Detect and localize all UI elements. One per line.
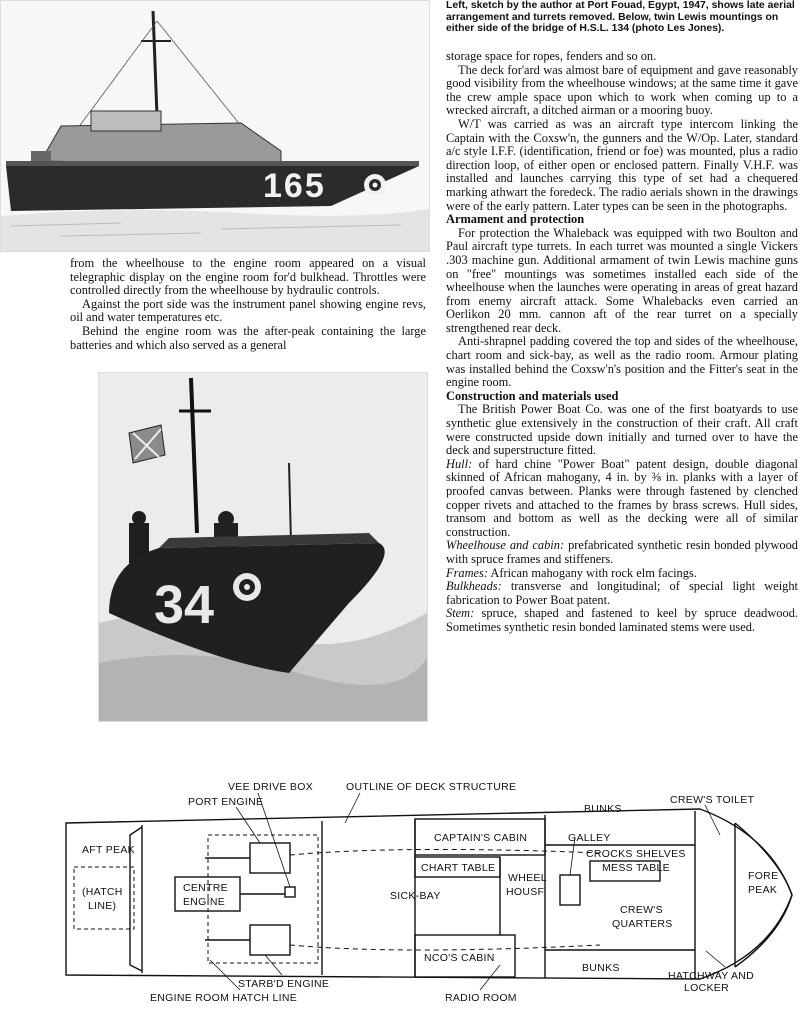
- paragraph: Anti-shrapnel padding covered the top and sides of the wheelhouse, chart room and sick-bay, as well as the radio room. Armour plating was installed behind the Coxsw'n's position and the Fitter's seat in the engine room.: [446, 334, 798, 390]
- label-mess-table: MESS TABLE: [602, 862, 670, 874]
- label-captains-cabin: CAPTAIN'S CABIN: [434, 832, 528, 844]
- paragraph: from the wheelhouse to the engine room appeared on a visual telegraphic display on the engine room for'd bulkhead. Throttles were controlled directly from the wheelhouse by hydraulic controls.: [70, 256, 426, 298]
- definition-text: transverse and longitudinal; of special light weight fabrication to Power Boat patent.: [446, 579, 798, 607]
- launch-sketch: [0, 0, 430, 252]
- definition-text: African mahogany with rock elm facings.: [490, 565, 697, 580]
- label-chart-table: CHART TABLE: [421, 862, 496, 874]
- label-crews-toilet: CREW'S TOILET: [670, 794, 755, 806]
- paragraph: Against the port side was the instrument panel showing engine revs, oil and water temperatures etc.: [70, 296, 426, 325]
- paragraph: The deck for'ard was almost bare of equipment and gave reasonably good visibility from the wheelhouse windows; at the same time it gave the crew ample space upon which to work when coming up to a wrecked aircraft, a ditched airman or a mooring buoy.: [446, 62, 798, 118]
- label-peak: PEAK: [748, 884, 778, 896]
- label-outline-deck-structure: OUTLINE OF DECK STRUCTURE: [346, 781, 517, 793]
- launch-sketch-drawing: [1, 1, 429, 251]
- paragraph: The British Power Boat Co. was one of the first boatyards to use synthetic glue extensively in the construction of their craft. All craft were constructed upside down initially and turned over to have the deck and superstructure fitted.: [446, 402, 798, 458]
- label-crews: CREW'S: [620, 904, 663, 916]
- label-ncos-cabin: NCO'S CABIN: [424, 952, 495, 964]
- label-locker: LOCKER: [684, 982, 729, 994]
- paragraph: storage space for ropes, fenders and so on.: [446, 49, 657, 63]
- label-galley: GALLEY: [568, 832, 611, 844]
- label-vee-drive-box: VEE DRIVE BOX: [228, 781, 314, 793]
- label-aft-peak: AFT PEAK: [82, 844, 135, 856]
- photo-hull-number: 34: [154, 575, 215, 635]
- right-column-text: [446, 50, 798, 635]
- launch-photo-image: [99, 373, 427, 721]
- paragraph: W/T was carried as was an aircraft type intercom linking the Captain with the Coxsw'n, the gunners and the W/Op. Later, standard a/c style I.F.F. (identification, friend or foe) was mounted, plus a radio direction loop, of either open or enclosed pattern. Finally V.H.F. was installed and launches carrying this type of set had a chequered marking athwart the foredeck. The radio aerials shown in the drawings were of the early pattern. Later types can be seen in the photographs.: [446, 116, 798, 213]
- definition-stem: [446, 607, 798, 634]
- paragraph: For protection the Whaleback was equipped with two Boulton and Paul aircraft type turrets. In each turret was mounted a single Vickers .303 machine gun. Additional armament of twin Lewis machine guns on "free" mountings was sometimes installed each side of the wheelhouse when the launches were operating in areas of great hazard from enemy aircraft attack. Some Whalebacks even carried an Oerlikon 20 mm. cannon aft of the rear turret on a specially strengthened rear deck.: [446, 225, 798, 335]
- definition-bulkheads: [446, 580, 798, 607]
- label-wheel: WHEEL: [508, 872, 547, 884]
- label-fore: FORE: [748, 870, 779, 882]
- label-sick-bay: SICK-BAY: [390, 890, 441, 902]
- label-quarters: QUARTERS: [612, 918, 673, 930]
- deck-plan: [0, 775, 800, 1010]
- definition-term: Hull:: [446, 456, 473, 471]
- definition-hull: [446, 458, 798, 540]
- deck-plan-drawing: [0, 775, 800, 1010]
- label-hatch: (HATCH: [82, 886, 123, 898]
- sketch-hull-number: 165: [263, 167, 326, 205]
- section-heading-armament: Armament and protection: [446, 212, 585, 227]
- label-line: LINE): [88, 900, 117, 912]
- definition-text: of hard chine "Power Boat" patent design, double diagonal skinned of African mahogany, 4 in. by ⅜ in. planks with a layer of proofed canvas between. Planks were through fastened by clenched copper rivets and attached to the frames by brass screws. Hull sides, transom and bottom as well as the decking were all of similar construction.: [446, 456, 798, 539]
- definition-term: Wheelhouse and cabin:: [446, 538, 565, 553]
- paragraph: Behind the engine room was the after-peak containing the large batteries and which also served as a general: [70, 323, 426, 352]
- definition-text: prefabricated synthetic resin bonded plywood with spruce frames and stiffeners.: [446, 538, 798, 566]
- label-centre: CENTRE: [183, 882, 228, 894]
- label-bunks-top: BUNKS: [584, 803, 622, 815]
- definition-text: spruce, shaped and fastened to keel by spruce deadwood. Sometimes synthetic resin bonded laminated stems were used.: [446, 606, 798, 634]
- launch-photo: [98, 372, 428, 722]
- label-hatchway-and: HATCHWAY AND: [668, 970, 755, 982]
- left-column-text: [70, 257, 426, 352]
- label-engine: ENGINE: [183, 896, 226, 908]
- definition-term: Stem:: [446, 606, 475, 621]
- definition-frames: [446, 567, 798, 581]
- label-crocks-shelves: CROCKS SHELVES: [586, 848, 686, 860]
- definition-term: Bulkheads:: [446, 579, 502, 594]
- definition-term: Frames:: [446, 565, 488, 580]
- section-heading-construction: Construction and materials used: [446, 388, 619, 403]
- label-port-engine: PORT ENGINE: [188, 796, 264, 808]
- label-engine-room-hatch-line: ENGINE ROOM HATCH LINE: [150, 992, 298, 1004]
- label-bunks-bottom: BUNKS: [582, 962, 620, 974]
- definition-wheelhouse: [446, 539, 798, 566]
- label-housf: HOUSF: [506, 886, 545, 898]
- label-starbd-engine: STARB'D ENGINE: [238, 978, 330, 990]
- label-radio-room: RADIO ROOM: [445, 992, 517, 1004]
- figure-caption: Left, sketch by the author at Port Fouad, Egypt, 1947, shows late aerial arrangement and turrets removed. Below, twin Lewis mountings on either side of the bridge of H.S.L. 134 (photo Les Jones).: [446, 0, 795, 35]
